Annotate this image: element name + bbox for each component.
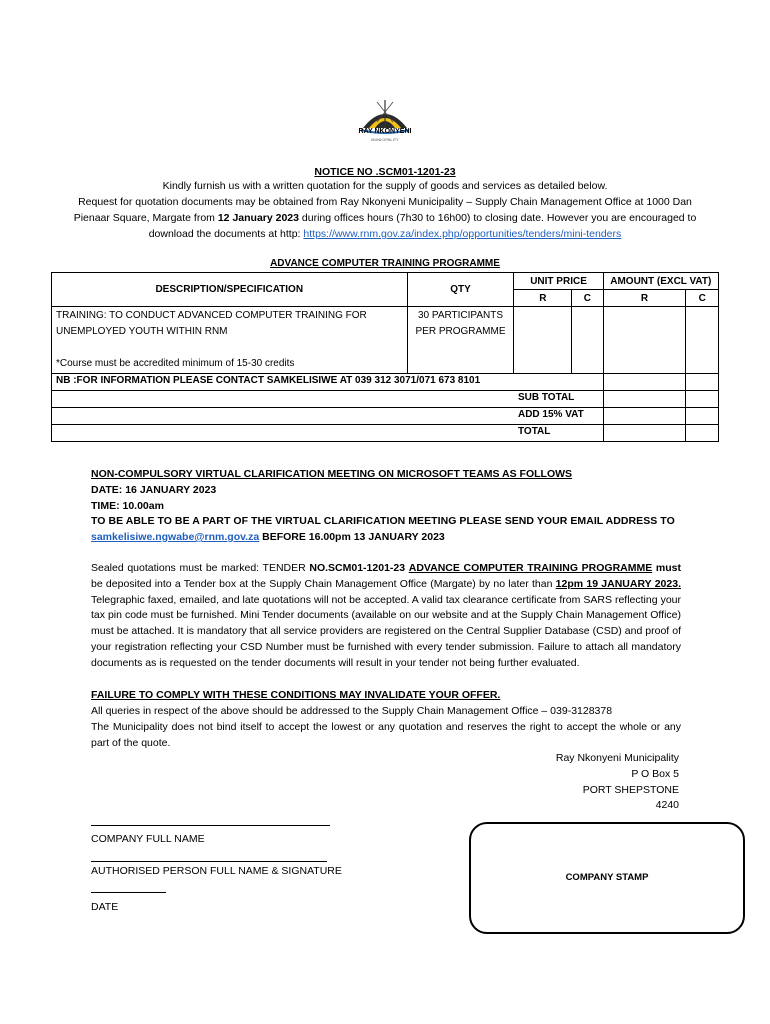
company-stamp-box[interactable] bbox=[469, 822, 745, 934]
vat-r[interactable] bbox=[603, 408, 686, 425]
total-r[interactable] bbox=[603, 425, 686, 442]
company-name-line[interactable] bbox=[91, 825, 330, 826]
date-label: DATE bbox=[91, 901, 119, 913]
failure-warning: FAILURE TO COMPLY WITH THESE CONDITIONS MAY INVALIDATE YOUR OFFER. bbox=[91, 689, 501, 701]
header-description: DESCRIPTION/SPECIFICATION bbox=[52, 273, 408, 307]
notice-download: download the documents at http: https://www.rnm.gov.za/index.php/opportunities/tenders/mini-tenders bbox=[148, 228, 622, 240]
subtotal-c[interactable] bbox=[686, 391, 719, 408]
subtotal-label: SUB TOTAL bbox=[514, 391, 603, 408]
item-unit-c[interactable] bbox=[572, 307, 603, 374]
meeting-heading: NON-COMPULSORY VIRTUAL CLARIFICATION MEETING ON MICROSOFT TEAMS AS FOLLOWS bbox=[91, 468, 573, 480]
header-unit-r: R bbox=[514, 290, 572, 307]
meeting-date: DATE: 16 JANUARY 2023 bbox=[91, 484, 217, 496]
subtotal-r[interactable] bbox=[603, 391, 686, 408]
logo-name: RAY NKONYENI bbox=[358, 128, 412, 135]
meeting-time: TIME: 10.00am bbox=[91, 500, 164, 512]
item-note: *Course must be accredited minimum of 15-30 credits bbox=[56, 358, 295, 369]
queries-line: All queries in respect of the above should be addressed to the Supply Chain Management Office – 039-3128378 bbox=[91, 705, 613, 717]
email-link[interactable]: samkelisiwe.ngwabe@rnm.gov.za bbox=[91, 531, 260, 543]
contact-note: NB :FOR INFORMATION PLEASE CONTACT SAMKELISIWE AT 039 312 3071/071 673 8101 bbox=[52, 374, 604, 391]
meeting-email-line: samkelisiwe.ngwabe@rnm.gov.za BEFORE 16.00pm 13 JANUARY 2023 bbox=[91, 531, 445, 543]
header-amount: AMOUNT (EXCL VAT) bbox=[603, 273, 718, 290]
tenders-link[interactable]: https://www.rnm.gov.za/index.php/opportunities/tenders/mini-tenders bbox=[303, 228, 622, 240]
meeting-instruction: TO BE ABLE TO BE A PART OF THE VIRTUAL CLARIFICATION MEETING PLEASE SEND YOUR EMAIL ADDRESS TO bbox=[91, 515, 675, 527]
notice-title: NOTICE NO .SCM01-1201-23 bbox=[314, 166, 456, 178]
pricing-table bbox=[51, 272, 719, 442]
address-block: Ray Nkonyeni Municipality P O Box 5 PORT SHEPSTONE 4240 bbox=[555, 752, 679, 812]
total-label: TOTAL bbox=[514, 425, 603, 442]
header-unit-price: UNIT PRICE bbox=[514, 273, 603, 290]
logo-subtitle: MUNICIPALITY bbox=[371, 137, 399, 142]
authorised-person-line[interactable] bbox=[91, 861, 327, 862]
sealed-paragraph: Sealed quotations must be marked: TENDER NO.SCM01-1201-23 ADVANCE COMPUTER TRAINING PROGRAMME must be deposited into a Tender box at the Supply Chain Management Office (Margate) by no later than 12pm 19 JANUARY 2023. Telegraphic faxed, emailed, and late quotations will not be accepted. A valid tax clearance certificate from SARS reflecting your tax pin code must be furnished. Mini Tender documents (available on our website and at the Supply Chain Management Office) must be attached. It is mandatory that all service providers are registered on the Central Supplier Database (CSD) and proof of your registration reflecting your CSD Number must be furnished with every tender submission. Failure to attach all mandatory documents as is requested on the tender documents will result in your tender not being further evaluated. bbox=[91, 562, 681, 669]
total-c[interactable] bbox=[686, 425, 719, 442]
authorised-person-label: AUTHORISED PERSON FULL NAME & SIGNATURE bbox=[91, 865, 342, 877]
item-unit-r[interactable] bbox=[514, 307, 572, 374]
item-amount-r[interactable] bbox=[603, 307, 686, 374]
notice-request: Request for quotation documents may be obtained from Ray Nkonyeni Municipality – Supply Chain Management Office at 1000 Dan bbox=[78, 196, 692, 208]
date-line[interactable] bbox=[91, 892, 166, 893]
header-unit-c: C bbox=[572, 290, 603, 307]
header-amount-r: R bbox=[603, 290, 686, 307]
header-qty: QTY bbox=[407, 273, 514, 307]
item-description: TRAINING: TO CONDUCT ADVANCED COMPUTER TRAINING FOR UNEMPLOYED YOUTH WITHIN RNM *Course must be accredited minimum of 15-30 credits bbox=[52, 307, 408, 374]
item-qty: 30 PARTICIPANTS PER PROGRAMME bbox=[407, 307, 514, 374]
item-amount-c[interactable] bbox=[686, 307, 719, 374]
notice-intro: Kindly furnish us with a written quotation for the supply of goods and services as detailed below. bbox=[162, 180, 608, 192]
table-caption: ADVANCE COMPUTER TRAINING PROGRAMME bbox=[270, 258, 500, 269]
notice-dates: Pienaar Square, Margate from 12 January 2023 during offices hours (7h30 to 16h00) to closing date. However you are encouraged to bbox=[73, 212, 697, 224]
company-name-label: COMPANY FULL NAME bbox=[91, 833, 205, 845]
header-amount-c: C bbox=[686, 290, 719, 307]
disclaimer: The Municipality does not bind itself to accept the lowest or any quotation and reserves the right to accept the whole or any part of the quote. bbox=[91, 721, 681, 749]
vat-label: ADD 15% VAT bbox=[514, 408, 603, 425]
company-stamp-label: COMPANY STAMP bbox=[565, 872, 649, 883]
vat-c[interactable] bbox=[686, 408, 719, 425]
